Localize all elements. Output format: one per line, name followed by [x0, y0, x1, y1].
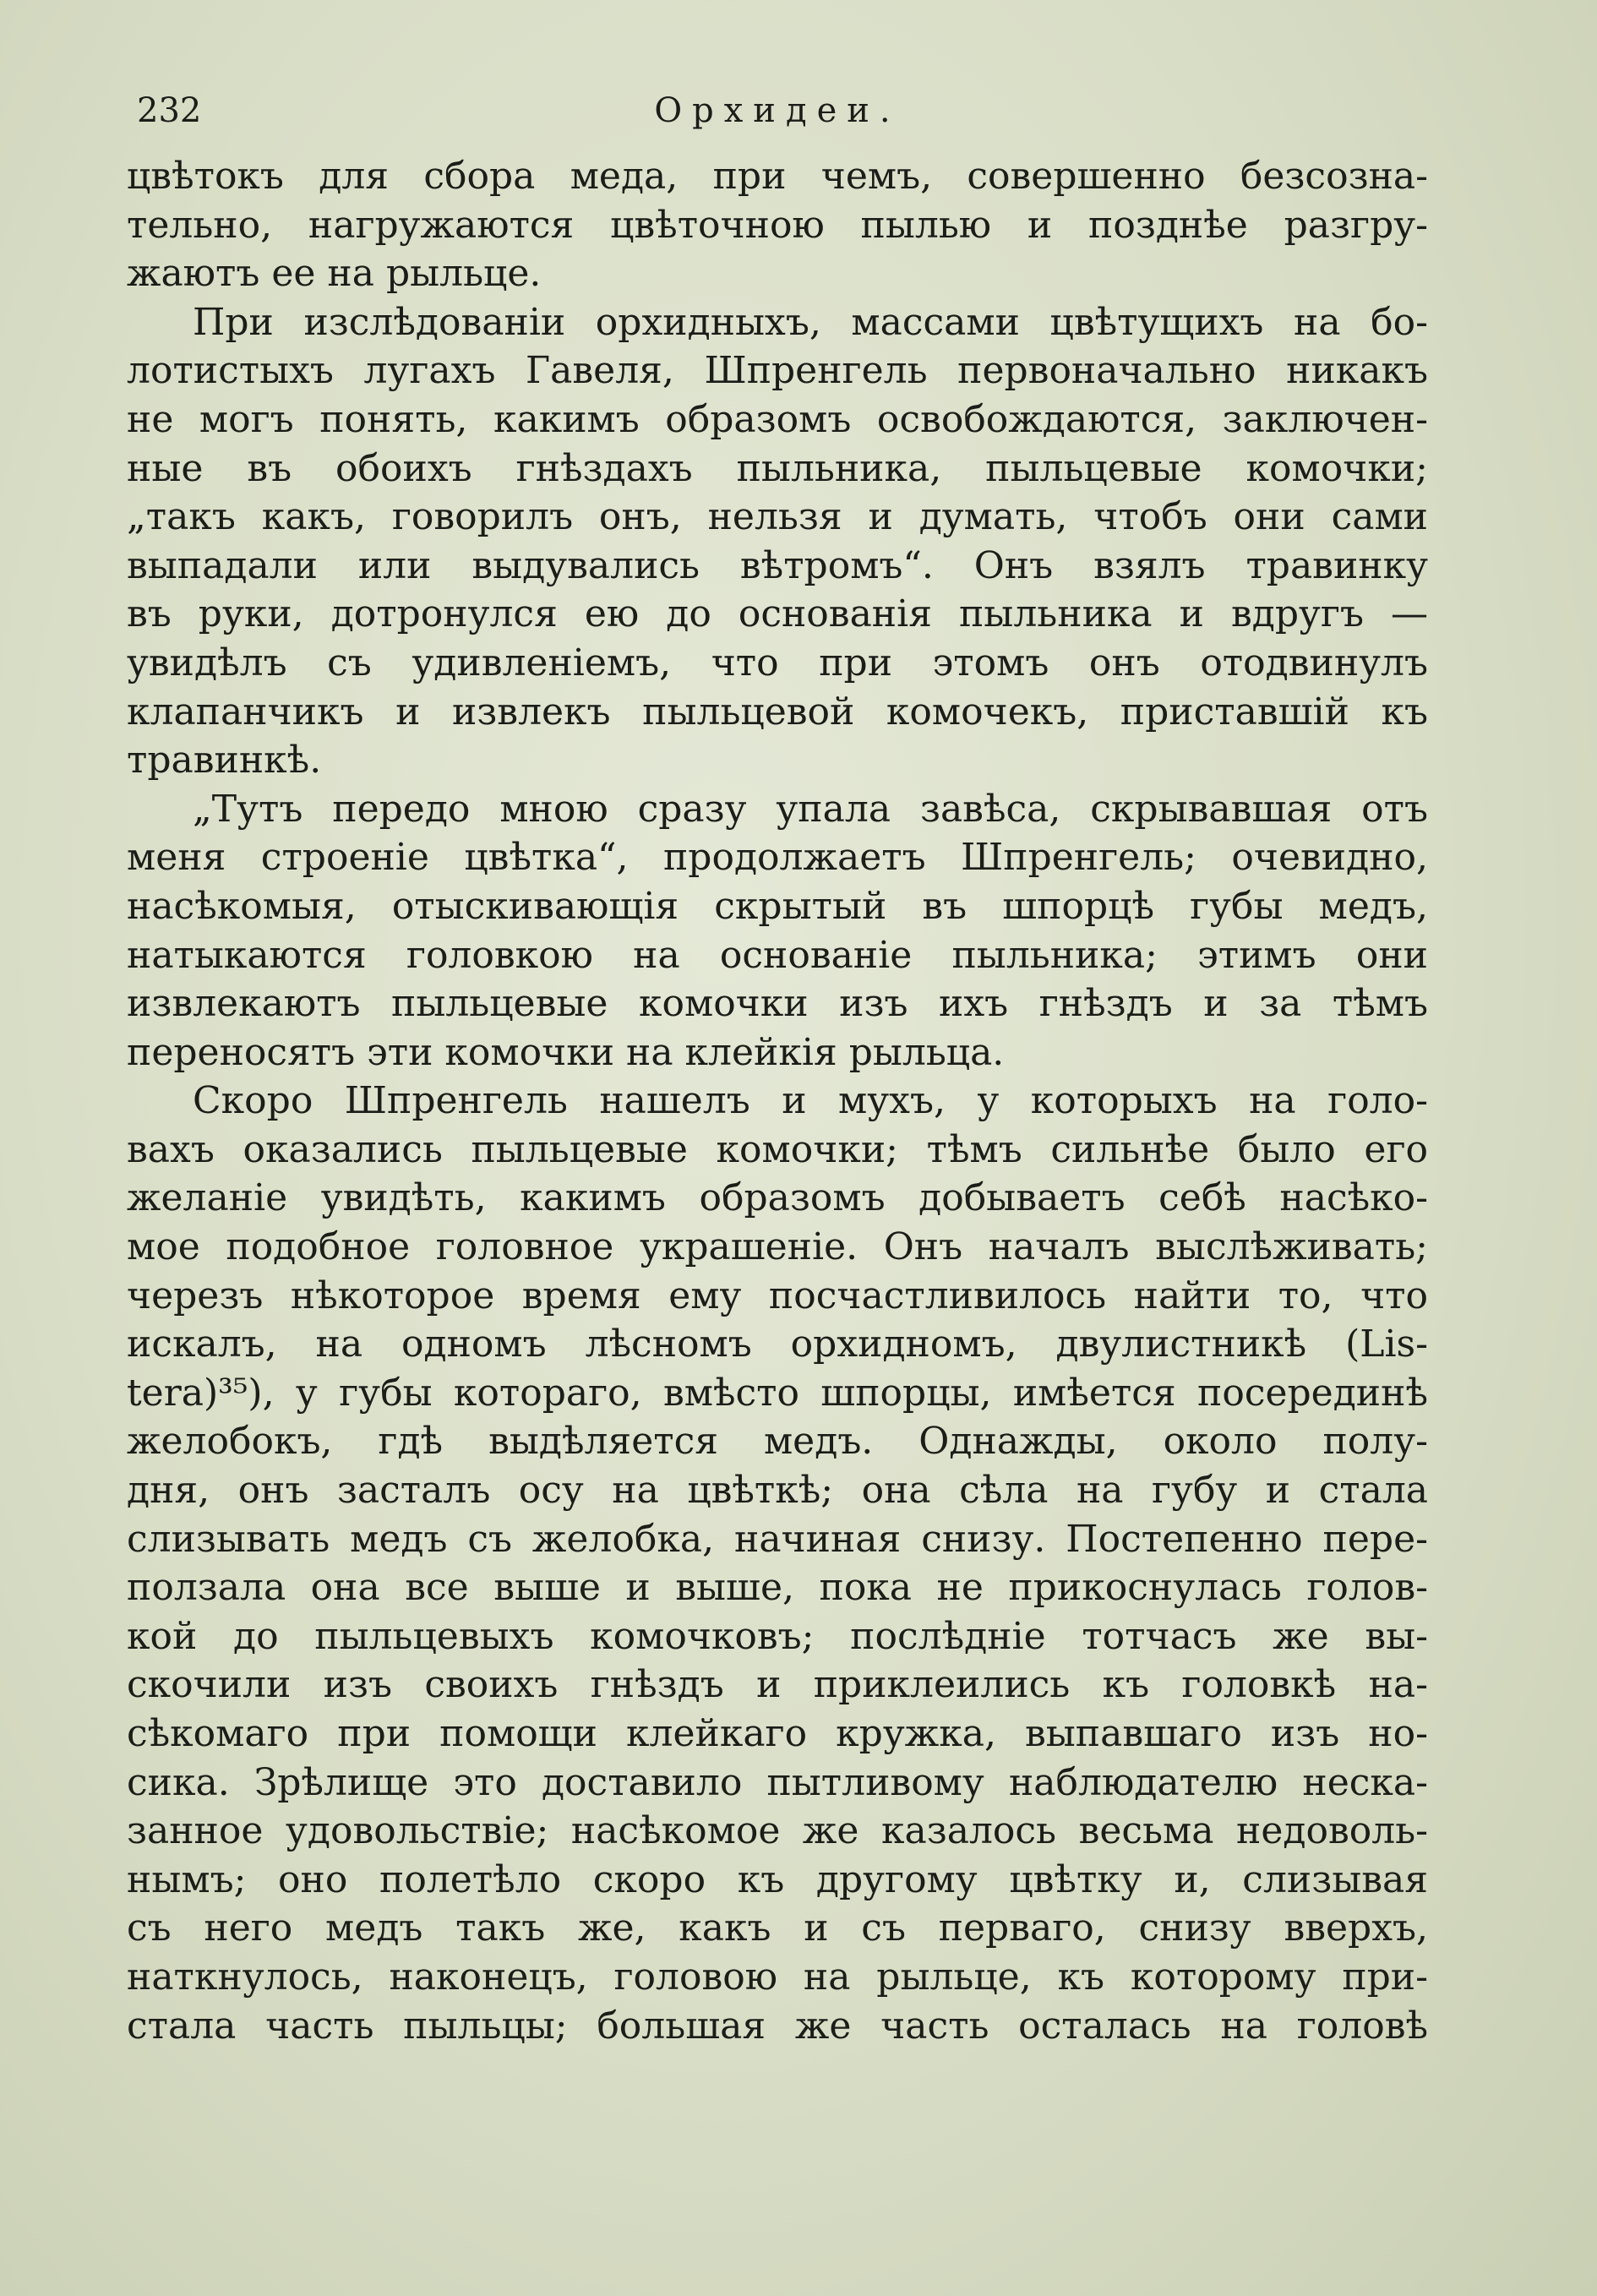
- body-text: [127, 152, 1428, 2050]
- text-line: желобокъ, гдѣ выдѣляется медъ. Однажды, около полу-: [127, 1420, 1428, 1464]
- text-line: При изслѣдованіи орхидныхъ, массами цвѣтущихъ на бо-: [193, 300, 1428, 344]
- text-line: меня строеніе цвѣтка“, продолжаетъ Шпренгель; очевидно,: [127, 836, 1428, 880]
- text-line: травинкѣ.: [127, 739, 322, 783]
- text-line: Скоро Шпренгель нашелъ и мухъ, у которыхъ на голо-: [193, 1079, 1428, 1123]
- text-line: въ руки, дотронулся ею до основанія пыльника и вдругъ —: [127, 592, 1428, 636]
- text-line: сѣкомаго при помощи клейкаго кружка, выпавшаго изъ но-: [127, 1712, 1428, 1755]
- text-line: тельно, нагружаются цвѣточною пылью и позднѣе разгру-: [127, 203, 1428, 247]
- running-title: Орхидеи.: [654, 91, 901, 130]
- text-line: лотистыхъ лугахъ Гавеля, Шпренгель первоначально никакъ: [127, 349, 1428, 393]
- text-line: черезъ нѣкоторое время ему посчастливилось найти то, что: [127, 1273, 1428, 1317]
- text-line: ные въ обоихъ гнѣздахъ пыльника, пыльцевые комочки;: [127, 446, 1428, 490]
- text-line: „Тутъ передо мною сразу упала завѣса, скрывавшая отъ: [193, 787, 1428, 831]
- text-line: сика. Зрѣлище это доставило пытливому наблюдателю неска-: [127, 1760, 1428, 1804]
- text-line: мое подобное головное украшеніе. Онъ началъ выслѣживать;: [127, 1225, 1428, 1269]
- text-line: насѣкомыя, отыскивающія скрытый въ шпорцѣ губы медъ,: [127, 884, 1428, 928]
- text-line: съ него медъ такъ же, какъ и съ перваго, снизу вверхъ,: [127, 1906, 1428, 1950]
- text-line: стала часть пыльцы; большая же часть осталась на головѣ: [127, 2004, 1428, 2048]
- text-line: скочили изъ своихъ гнѣздъ и приклеились къ головкѣ на-: [127, 1663, 1428, 1707]
- running-head: [127, 85, 1428, 152]
- text-line: извлекаютъ пыльцевые комочки изъ ихъ гнѣздъ и за тѣмъ: [127, 982, 1428, 1026]
- text-line: выпадали или выдувались вѣтромъ“. Онъ взялъ травинку: [127, 543, 1428, 587]
- text-line: наткнулось, наконецъ, головою на рыльце, къ которому при-: [127, 1955, 1428, 1999]
- text-line: вахъ оказались пыльцевые комочки; тѣмъ сильнѣе было его: [127, 1127, 1428, 1171]
- text-line: жаютъ ее на рыльце.: [127, 252, 542, 296]
- text-line: переносятъ эти комочки на клейкія рыльца.: [127, 1030, 1005, 1074]
- text-line: нымъ; оно полетѣло скоро къ другому цвѣтку и, слизывая: [127, 1857, 1428, 1901]
- text-line: tera)³⁵), у губы котораго, вмѣсто шпорцы, имѣется посерединѣ: [127, 1371, 1428, 1415]
- text-line: цвѣтокъ для сбора меда, при чемъ, совершенно безсозна-: [127, 155, 1428, 198]
- text-line: занное удовольствіе; насѣкомое же казалось весьма недоволь-: [127, 1809, 1428, 1853]
- text-line: желаніе увидѣть, какимъ образомъ добываетъ себѣ насѣко-: [127, 1176, 1428, 1220]
- text-line: не могъ понять, какимъ образомъ освобождаются, заключен-: [127, 397, 1428, 441]
- text-line: натыкаются головкою на основаніе пыльника; этимъ они: [127, 933, 1428, 977]
- text-line: дня, онъ засталъ осу на цвѣткѣ; она сѣла на губу и стала: [127, 1469, 1428, 1513]
- text-line: кой до пыльцевыхъ комочковъ; послѣдніе тотчасъ же вы-: [127, 1614, 1428, 1658]
- text-line: слизывать медъ съ желобка, начиная снизу. Постепенно пере-: [127, 1517, 1428, 1561]
- book-page: [127, 85, 1428, 2248]
- text-line: „такъ какъ, говорилъ онъ, нельзя и думать, чтобъ они сами: [127, 495, 1428, 539]
- text-line: ползала она все выше и выше, пока не прикоснулась голов-: [127, 1566, 1428, 1610]
- text-line: искалъ, на одномъ лѣсномъ орхидномъ, двулистникѣ (Lis-: [127, 1323, 1428, 1366]
- page-number: 232: [137, 91, 202, 130]
- text-line: увидѣлъ съ удивленіемъ, что при этомъ онъ отодвинулъ: [127, 641, 1428, 684]
- text-line: клапанчикъ и извлекъ пыльцевой комочекъ, приставшій къ: [127, 690, 1428, 734]
